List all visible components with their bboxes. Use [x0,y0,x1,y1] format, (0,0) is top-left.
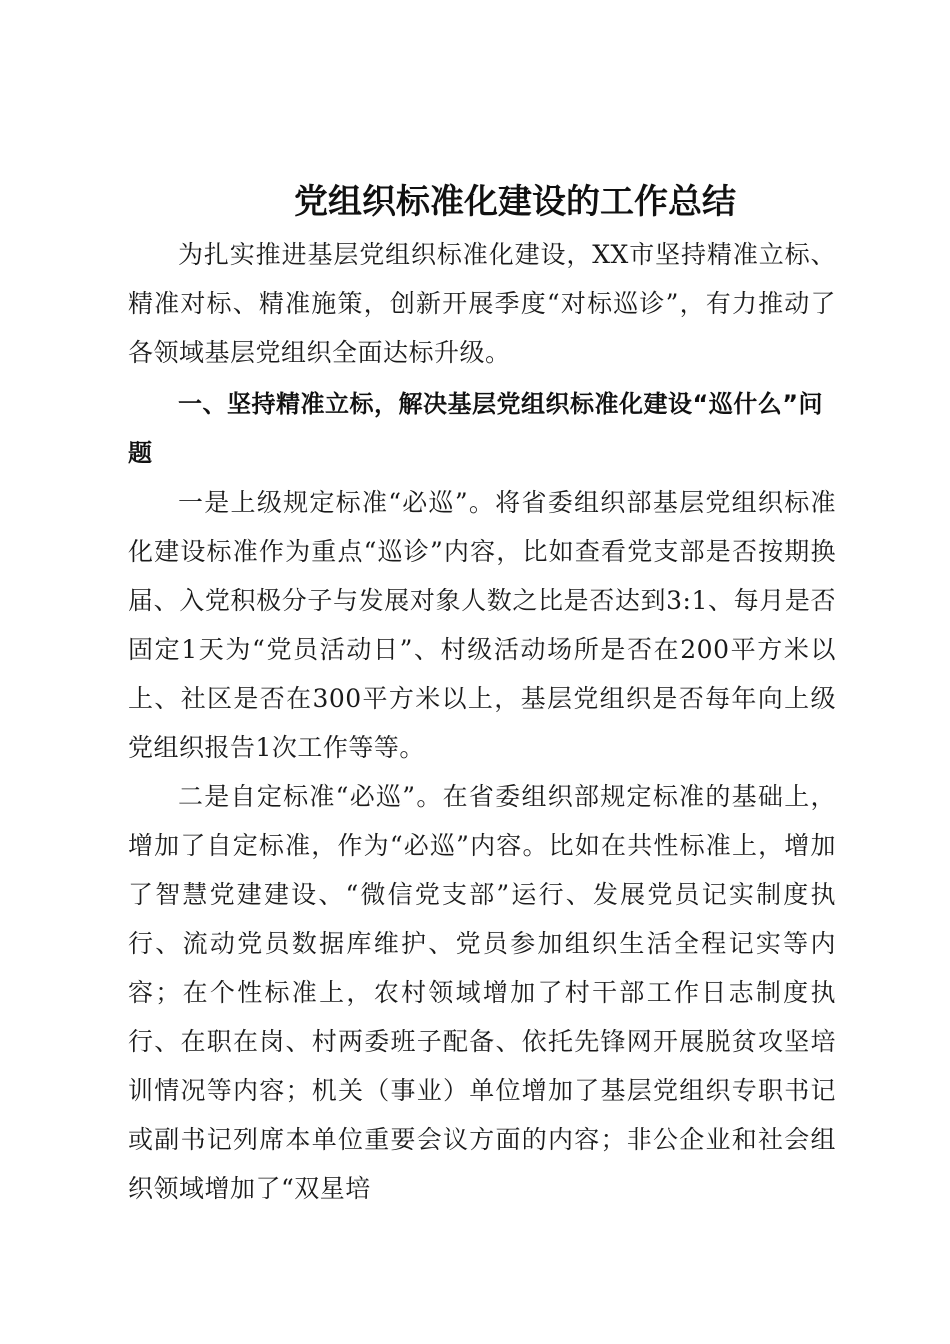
section-heading: 一、坚持精准立标，解决基层党组织标准化建设“巡什么”问题 [128,390,824,467]
intro-paragraph: 为扎实推进基层党组织标准化建设，XX市坚持精准立标、精准对标、精准施策，创新开展季度“对标巡诊”，有力推动了各领域基层党组织全面达标升级。 [128,240,836,367]
body-paragraph-item2: 二是自定标准“必巡”。在省委组织部规定标准的基础上，增加了自定标准，作为“必巡”内容。比如在共性标准上，增加了智慧党建建设、“微信党支部”运行、发展党员记实制度执行、流动党员数据库维护、党员参加组织生活全程记实等内容；在个性标准上，农村领域增加了村干部工作日志制度执行、在职在岗、村两委班子配备、依托先锋网开展脱贫攻坚培训情况等内容；机关（事业）单位增加了基层党组织专职书记或副书记列席本单位重要会议方面的内容；非公企业和社会组织领域增加了“双星培 [128,782,836,1203]
document-title: 党组织标准化建设的工作总结 [294,182,736,222]
body-paragraph-item1: 一是上级规定标准“必巡”。将省委组织部基层党组织标准化建设标准作为重点“巡诊”内容，比如查看党支部是否按期换届、入党积极分子与发展对象人数之比是否达到3:1、每月是否固定1天为“党员活动日”、村级活动场所是否在200平方米以上、社区是否在300平方米以上，基层党组织是否每年向上级党组织报告1次工作等等。 [128,488,836,762]
